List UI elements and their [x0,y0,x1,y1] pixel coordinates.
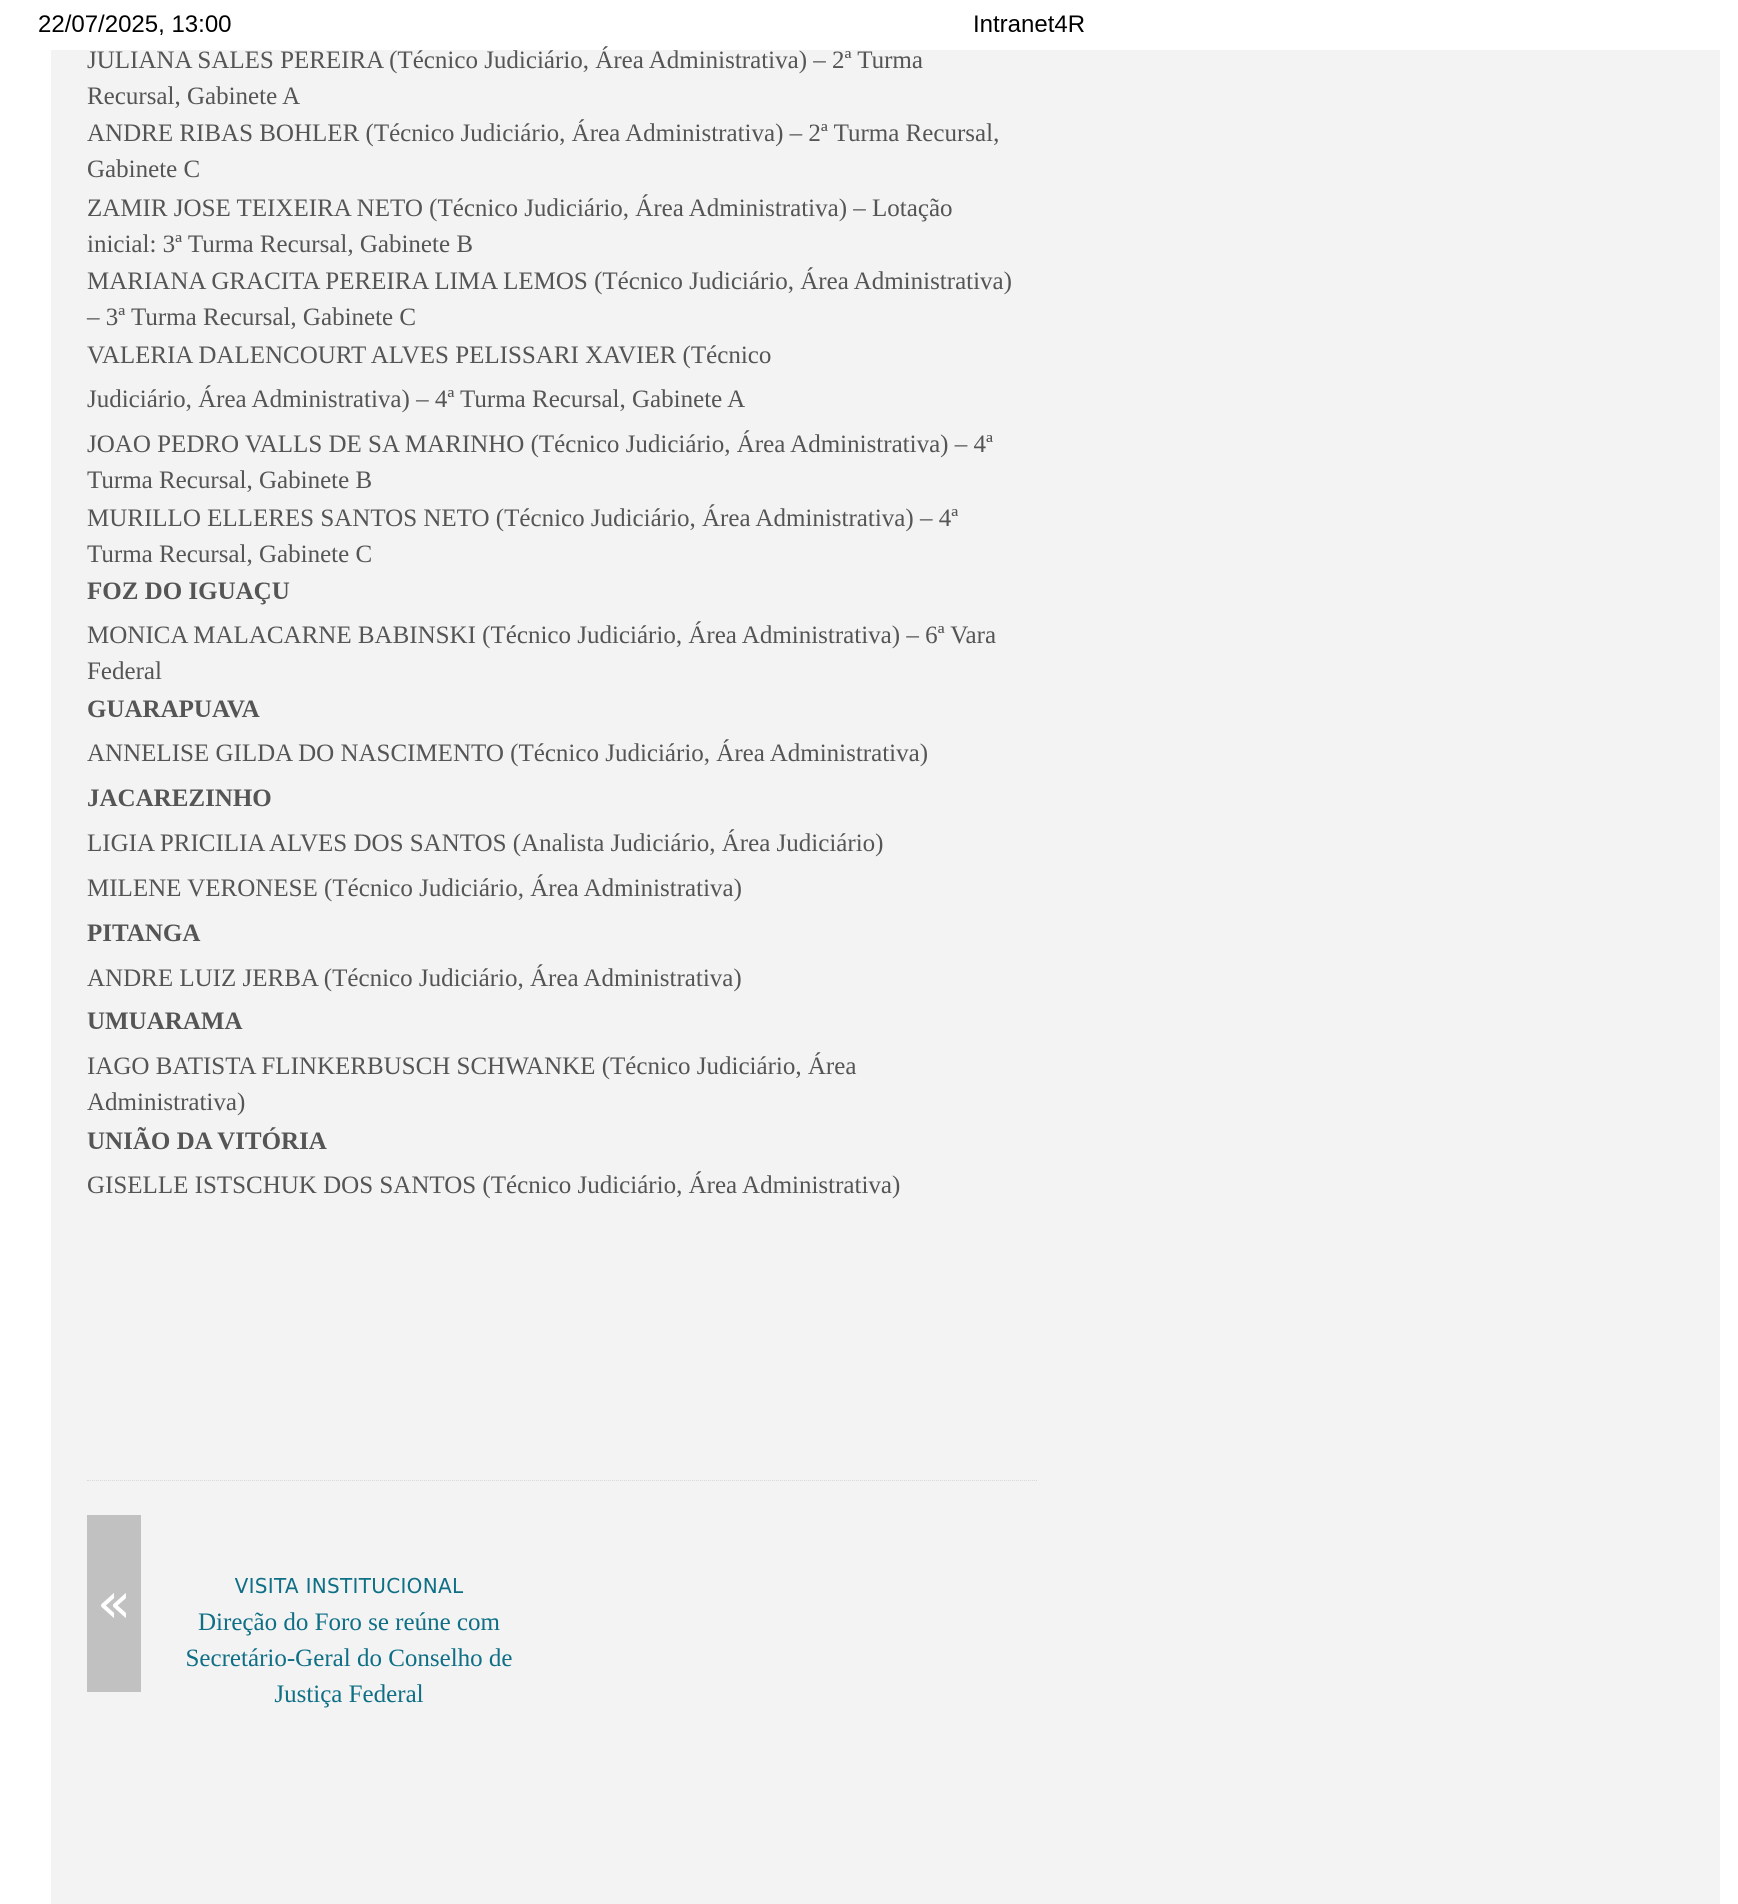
appointee-entry: MURILLO ELLERES SANTOS NETO (Técnico Judiciário, Área Administrativa) – 4ª Turma Recursal, Gabinete C [87,505,959,568]
previous-post-nav[interactable] [87,1515,547,1708]
print-date: 22/07/2025, 13:00 [38,11,232,38]
city-heading: FOZ DO IGUAÇU [87,578,290,605]
appointee-entry: ANDRE RIBAS BOHLER (Técnico Judiciário, Área Administrativa) – 2ª Turma Recursal, Gabinete C [87,120,1000,183]
appointee-entry: MILENE VERONESE (Técnico Judiciário, Área Administrativa) [87,875,742,902]
city-heading: UMUARAMA [87,1008,243,1035]
previous-post-text[interactable] [159,1571,539,1713]
page-content-area [51,47,1720,1904]
city-heading: PITANGA [87,920,201,947]
appointee-entry: ANNELISE GILDA DO NASCIMENTO (Técnico Judiciário, Área Administrativa) [87,740,929,767]
appointee-entry: IAGO BATISTA FLINKERBUSCH SCHWANKE (Técnico Judiciário, Área Administrativa) [87,1053,857,1116]
city-heading: JACAREZINHO [87,785,272,812]
appointee-entry: JULIANA SALES PEREIRA (Técnico Judiciário, Área Administrativa) – 2ª Turma Recursal, Gabinete A [87,47,923,110]
appointee-entry: GISELLE ISTSCHUK DOS SANTOS (Técnico Judiciário, Área Administrativa) [87,1172,901,1199]
appointee-entry: VALERIA DALENCOURT ALVES PELISSARI XAVIER (Técnico [87,342,772,369]
appointee-entry: ANDRE LUIZ JERBA (Técnico Judiciário, Área Administrativa) [87,965,742,992]
appointee-entry: ZAMIR JOSE TEIXEIRA NETO (Técnico Judiciário, Área Administrativa) – Lotação inicial: 3ª Turma Recursal, Gabinete B [87,195,953,258]
previous-post-category[interactable]: VISITA INSTITUCIONAL [234,1574,464,1598]
double-chevron-left-icon[interactable]: « [87,1515,141,1692]
appointee-entry: JOAO PEDRO VALLS DE SA MARINHO (Técnico Judiciário, Área Administrativa) – 4ª Turma Recursal, Gabinete B [87,431,993,494]
city-heading: UNIÃO DA VITÓRIA [87,1128,327,1155]
previous-post-title-link[interactable]: Direção do Foro se reúne com Secretário-Geral do Conselho de Justiça Federal [185,1609,513,1708]
print-page-title: Intranet4R [973,11,1086,38]
appointee-entry: MARIANA GRACITA PEREIRA LIMA LEMOS (Técnico Judiciário, Área Administrativa) – 3ª Turma Recursal, Gabinete C [87,268,1012,331]
appointee-entry: LIGIA PRICILIA ALVES DOS SANTOS (Analista Judiciário, Área Judiciário) [87,830,884,857]
appointee-entry: MONICA MALACARNE BABINSKI (Técnico Judiciário, Área Administrativa) – 6ª Vara Federal [87,622,997,685]
post-divider [87,1480,1037,1481]
appointee-entry: Judiciário, Área Administrativa) – 4ª Turma Recursal, Gabinete A [87,386,746,413]
city-heading: GUARAPUAVA [87,696,260,723]
